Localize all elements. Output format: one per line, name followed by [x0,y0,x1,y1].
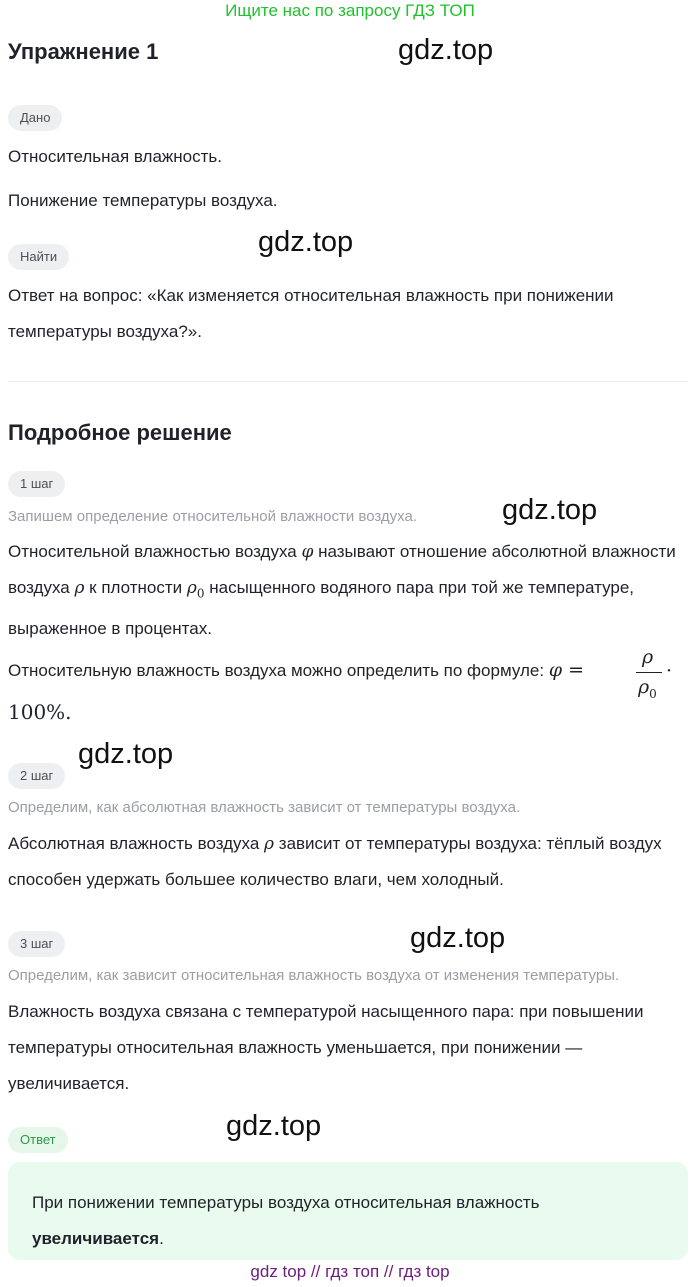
step-hint: Определим, как абсолютная влажность зависит от температуры воздуха. [8,799,521,816]
step-hint: Запишем определение относительной влажности воздуха. [8,508,418,525]
watermark: gdz.top [502,494,598,526]
formula-tail: 100%. [8,700,72,724]
var-rho: ρ [264,834,275,854]
watermark: gdz.top [226,1110,322,1142]
formula-numerator: ρ [642,646,654,668]
answer-text: При понижении температуры воздуха относительная влажность увеличивается. [32,1193,540,1248]
watermark: gdz.top [78,738,174,770]
step-badge: 2 шаг [8,763,65,789]
footer-links[interactable]: gdz top // гдз топ // гдз top [250,1262,450,1281]
solution-title: Подробное решение [8,420,232,445]
search-banner[interactable]: Ищите нас по запросу ГДЗ ТОП [225,1,475,20]
step-text: Относительной влажностью воздуха φ называют отношение абсолютной влажности воздуха ρ к плотности $\rho_0$ насыщенного водяного пара при той же температуре, выраженное в процентах. [8,542,676,639]
var-phi: φ [301,542,314,562]
answer-badge: Ответ [8,1127,68,1153]
formula-denominator: $\rho_0$ [638,676,657,701]
step-badge: 1 шаг [8,471,65,497]
answer-bold: увеличивается [32,1229,160,1248]
find-badge: Найти [8,244,69,270]
find-text: Ответ на вопрос: «Как изменяется относительная влажность при понижении температуры воздуха?». [8,286,614,341]
step-text: Абсолютная влажность воздуха ρ зависит от температуры воздуха: тёплый воздух способен удержать большее количество влаги, чем холодный. [8,834,662,889]
var-rho0: ρ [186,578,197,598]
page-title: Упражнение 1 [8,39,159,64]
var-rho: ρ [74,578,85,598]
watermark: gdz.top [398,34,494,66]
section-divider [8,381,688,382]
given-item: Относительная влажность. [8,147,222,166]
step-badge: 3 шаг [8,931,65,957]
step-text: Влажность воздуха связана с температурой насыщенного пара: при повышении температуры относительная влажность уменьшается, при понижении — увеличивается. [8,1002,644,1093]
watermark: gdz.top [258,226,354,258]
watermark: gdz.top [410,922,506,954]
formula-line: Относительную влажность воздуха можно определить по формуле: φ = [8,659,585,681]
step-hint: Определим, как зависит относительная влажность воздуха от изменения температуры. [8,967,620,984]
fraction-bar [636,672,662,673]
given-item: Понижение температуры воздуха. [8,191,278,210]
formula-lhs: φ = [548,659,585,681]
given-badge: Дано [8,105,62,131]
formula-dot: · [666,660,673,682]
